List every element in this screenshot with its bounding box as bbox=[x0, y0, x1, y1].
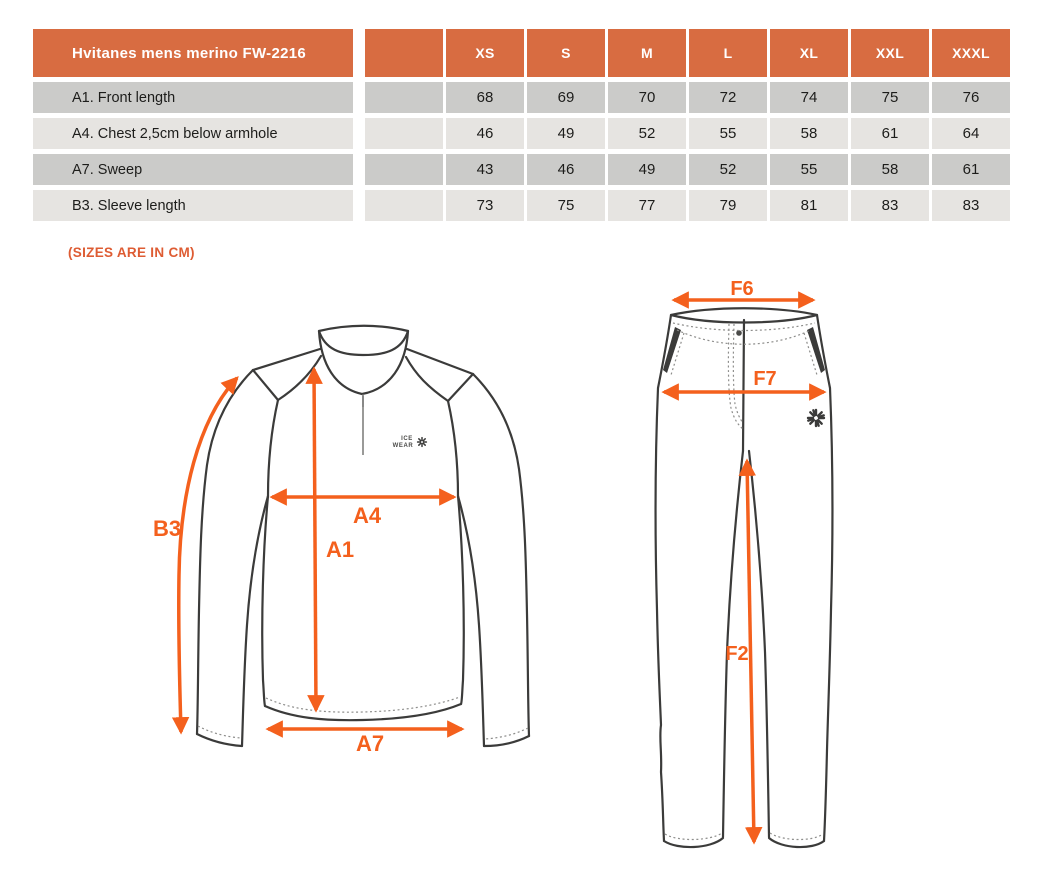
icewear-chest-logo bbox=[393, 436, 427, 449]
value-b3-l: 79 bbox=[689, 190, 767, 221]
table-header-size-l: L bbox=[689, 29, 767, 77]
table-header-size-m: M bbox=[608, 29, 686, 77]
value-b3-xl: 81 bbox=[770, 190, 848, 221]
measure-arrow-a1 bbox=[314, 369, 316, 710]
snowflake-icon bbox=[418, 438, 427, 447]
snowflake-icon bbox=[808, 410, 824, 426]
size-table bbox=[33, 29, 1010, 221]
right-cuff bbox=[484, 736, 529, 746]
collar-inner bbox=[319, 326, 408, 355]
table-header-empty-cell bbox=[356, 29, 443, 77]
value-a4-xs: 46 bbox=[446, 118, 524, 149]
hem bbox=[265, 704, 461, 720]
value-a4-xxl: 61 bbox=[851, 118, 929, 149]
left-cuff bbox=[197, 734, 242, 746]
row-label-a7: A7. Sweep bbox=[33, 154, 353, 185]
shirt-measurement-diagram bbox=[140, 290, 580, 790]
value-a4-xl: 58 bbox=[770, 118, 848, 149]
value-a1-xxl: 75 bbox=[851, 82, 929, 113]
value-b3-xs: 73 bbox=[446, 190, 524, 221]
value-a4-l: 55 bbox=[689, 118, 767, 149]
value-a1-l: 72 bbox=[689, 82, 767, 113]
row-label-a4: A4. Chest 2,5cm below armhole bbox=[33, 118, 353, 149]
waist-button bbox=[736, 330, 742, 336]
measure-label-b3: B3 bbox=[152, 516, 182, 541]
value-a4-xxxl: 64 bbox=[932, 118, 1010, 149]
value-a1-xl: 74 bbox=[770, 82, 848, 113]
value-a4-s: 49 bbox=[527, 118, 605, 149]
value-a1-xxxl: 76 bbox=[932, 82, 1010, 113]
pants-outline bbox=[656, 308, 833, 847]
row-empty-cell bbox=[356, 82, 443, 113]
value-b3-s: 75 bbox=[527, 190, 605, 221]
collar bbox=[319, 331, 408, 394]
row-empty-cell bbox=[356, 154, 443, 185]
logo-text-ice: ICE bbox=[401, 436, 413, 442]
measure-label-f6: F6 bbox=[730, 280, 754, 300]
row-label-a1: A1. Front length bbox=[33, 82, 353, 113]
sizes-unit-note: (SIZES ARE IN CM) bbox=[68, 245, 195, 260]
table-header-size-xs: XS bbox=[446, 29, 524, 77]
right-cuff-stitch bbox=[485, 728, 528, 739]
table-header-size-xxxl: XXXL bbox=[932, 29, 1010, 77]
value-a7-xxl: 58 bbox=[851, 154, 929, 185]
hem-stitch bbox=[266, 697, 460, 712]
measure-label-a4: A4 bbox=[352, 503, 382, 528]
logo-text-wear: WEAR bbox=[392, 443, 414, 449]
measure-label-a7: A7 bbox=[355, 731, 385, 756]
row-label-b3: B3. Sleeve length bbox=[33, 190, 353, 221]
value-a7-xl: 55 bbox=[770, 154, 848, 185]
right-leg-hem bbox=[769, 838, 824, 847]
value-a7-l: 52 bbox=[689, 154, 767, 185]
table-title: Hvitanes mens merino FW-2216 bbox=[33, 29, 353, 77]
value-b3-xxl: 83 bbox=[851, 190, 929, 221]
value-a1-xs: 68 bbox=[446, 82, 524, 113]
left-cuff-stitch bbox=[198, 726, 241, 738]
table-header-size-s: S bbox=[527, 29, 605, 77]
value-b3-xxxl: 83 bbox=[932, 190, 1010, 221]
measure-arrow-b3 bbox=[179, 378, 237, 732]
table-header-size-xl: XL bbox=[770, 29, 848, 77]
measure-label-a1: A1 bbox=[326, 537, 355, 562]
value-a1-m: 70 bbox=[608, 82, 686, 113]
fly-center-seam bbox=[743, 320, 744, 451]
shirt-outline bbox=[197, 326, 529, 746]
table-header-size-xxl: XXL bbox=[851, 29, 929, 77]
value-b3-m: 77 bbox=[608, 190, 686, 221]
row-empty-cell bbox=[356, 118, 443, 149]
value-a7-m: 49 bbox=[608, 154, 686, 185]
value-a7-s: 46 bbox=[527, 154, 605, 185]
measure-label-f7: F7 bbox=[753, 368, 777, 390]
value-a7-xs: 43 bbox=[446, 154, 524, 185]
value-a4-m: 52 bbox=[608, 118, 686, 149]
row-empty-cell bbox=[356, 190, 443, 221]
value-a1-s: 69 bbox=[527, 82, 605, 113]
pants-measurement-diagram bbox=[620, 280, 920, 890]
value-a7-xxxl: 61 bbox=[932, 154, 1010, 185]
measure-label-f2: F2 bbox=[725, 643, 749, 665]
